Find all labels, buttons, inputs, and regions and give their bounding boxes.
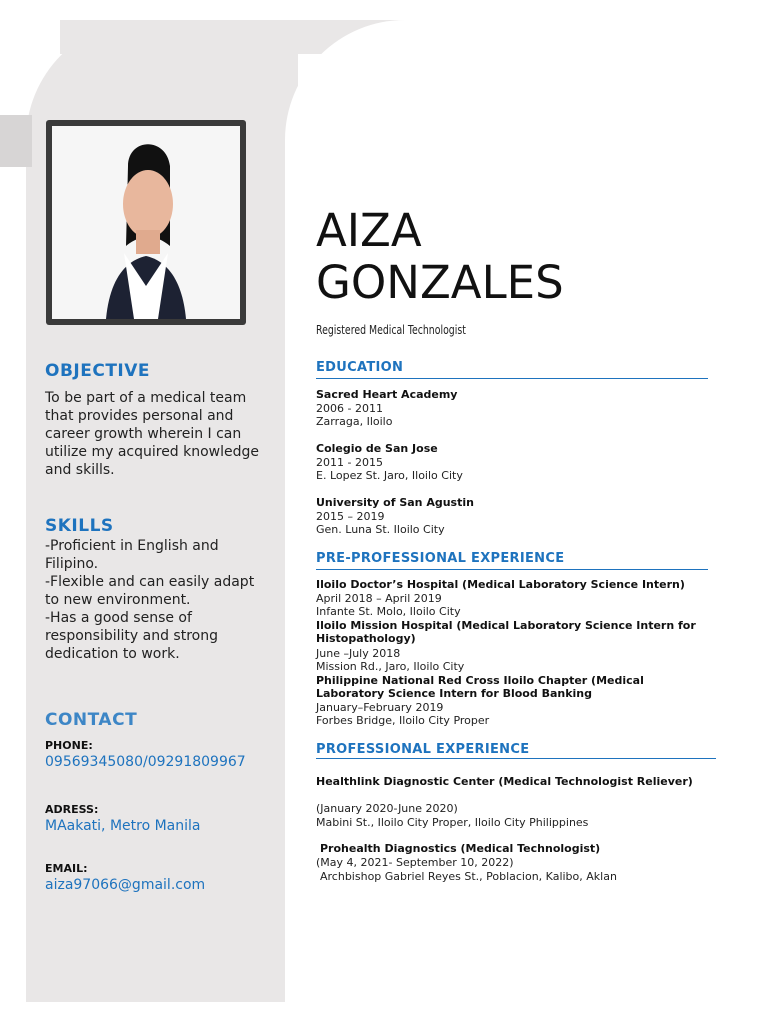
education-title: EDUCATION <box>316 360 404 375</box>
job-role: Registered Medical Technologist <box>316 323 466 337</box>
skill-1: -Proficient in English and Filipino. <box>45 538 219 572</box>
professional-title: PROFESSIONAL EXPERIENCE <box>316 742 530 757</box>
email-link[interactable]: aiza97066@gmail.com <box>45 877 206 893</box>
address-value: MAakati, Metro Manila <box>45 818 201 834</box>
contact-title: CONTACT <box>45 710 138 730</box>
last-name: GONZALES <box>316 256 564 309</box>
professional-divider <box>316 758 716 759</box>
email-label: EMAIL: <box>45 862 88 875</box>
pro-2-title: Prohealth Diagnostics (Medical Technologist) <box>320 842 601 855</box>
edu-2-years: 2011 - 2015 <box>316 456 383 469</box>
pre-1-place: Infante St. Molo, Iloilo City <box>316 605 461 618</box>
edu-1-school: Sacred Heart Academy <box>316 388 458 401</box>
applicant-name <box>316 205 564 309</box>
objective-title: OBJECTIVE <box>45 361 151 381</box>
skill-3: -Has a good sense of responsibility and strong dedication to work. <box>45 610 218 662</box>
person-photo-icon <box>52 126 240 319</box>
pre-3-place: Forbes Bridge, Iloilo City Proper <box>316 714 490 727</box>
profile-photo <box>52 126 240 319</box>
edu-3-place: Gen. Luna St. Iloilo City <box>316 523 445 536</box>
pro-2-place: Archbishop Gabriel Reyes St., Poblacion, Kalibo, Aklan <box>320 870 617 883</box>
preprofessional-divider <box>316 569 708 570</box>
edu-2-place: E. Lopez St. Jaro, Iloilo City <box>316 469 463 482</box>
pre-2-dates: June –July 2018 <box>316 647 401 660</box>
phone-value[interactable]: 09569345080/09291809967 <box>45 754 246 770</box>
profile-photo-frame <box>46 120 246 325</box>
edu-2-school: Colegio de San Jose <box>316 442 438 455</box>
pro-1-title: Healthlink Diagnostic Center (Medical Technologist Reliever) <box>316 775 693 788</box>
pre-2-place: Mission Rd., Jaro, Iloilo City <box>316 660 465 673</box>
left-tab <box>0 115 32 167</box>
education-divider <box>316 378 708 379</box>
pre-1-title: Iloilo Doctor’s Hospital (Medical Laboratory Science Intern) <box>316 578 685 591</box>
skills-title: SKILLS <box>45 516 114 536</box>
pre-3-title: Philippine National Red Cross Iloilo Chapter (Medical Laboratory Science Intern for Blood Banking <box>316 674 644 700</box>
address-label: ADRESS: <box>45 803 99 816</box>
skill-2: -Flexible and can easily adapt to new environment. <box>45 574 255 608</box>
preprofessional-title: PRE-PROFESSIONAL EXPERIENCE <box>316 551 565 566</box>
edu-1-place: Zarraga, Iloilo <box>316 415 393 428</box>
pro-1-place: Mabini St., Iloilo City Proper, Iloilo City Philippines <box>316 816 589 829</box>
edu-3-school: University of San Agustin <box>316 496 474 509</box>
pro-2-dates: (May 4, 2021- September 10, 2022) <box>316 856 514 869</box>
edu-3-years: 2015 – 2019 <box>316 510 385 523</box>
first-name: AIZA <box>316 204 422 257</box>
pre-3-dates: January–February 2019 <box>316 701 444 714</box>
pre-2-title: Iloilo Mission Hospital (Medical Laboratory Science Intern for Histopathology) <box>316 619 696 645</box>
phone-label: PHONE: <box>45 739 93 752</box>
pro-1-dates: (January 2020-June 2020) <box>316 802 458 815</box>
edu-1-years: 2006 - 2011 <box>316 402 383 415</box>
objective-text: To be part of a medical team that provides personal and career growth wherein I can utilize my acquired knowledge and skills. <box>45 390 260 478</box>
pre-1-dates: April 2018 – April 2019 <box>316 592 442 605</box>
